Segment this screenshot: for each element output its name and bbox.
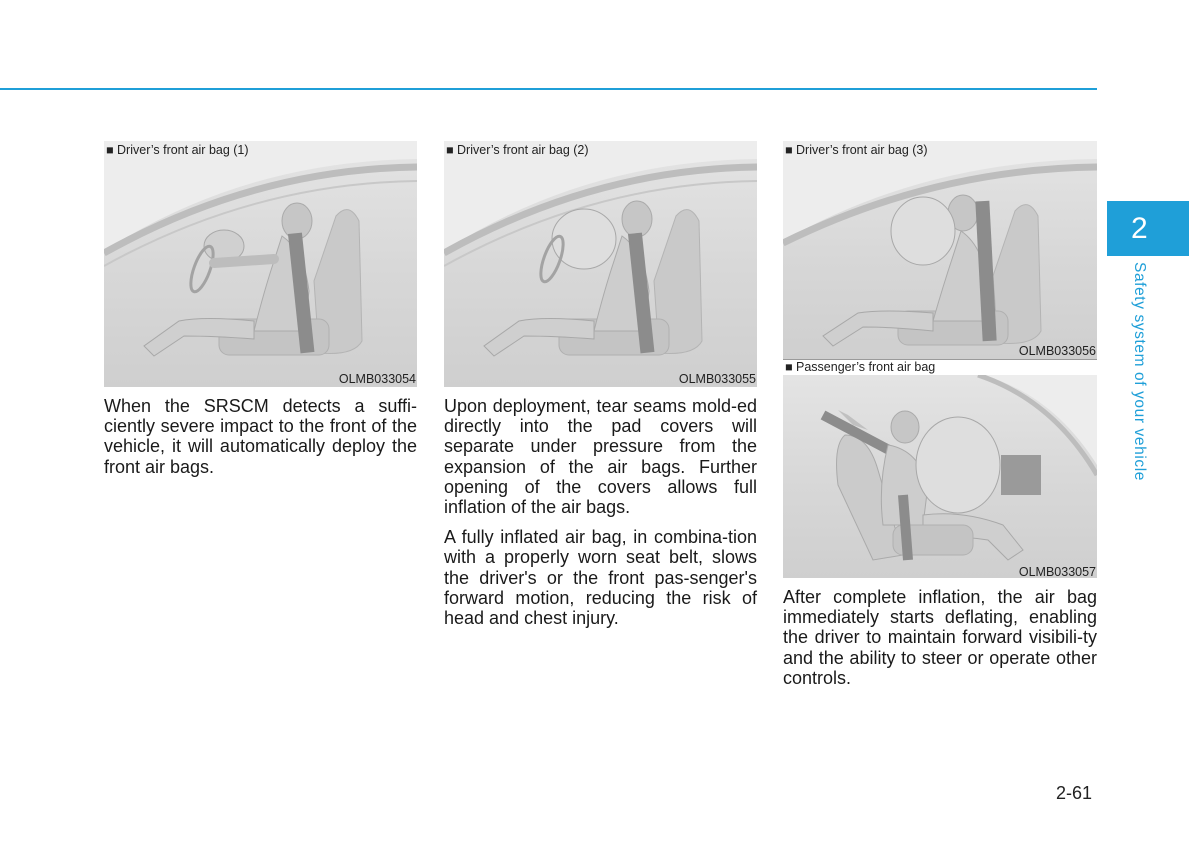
passenger-airbag-illustration <box>783 375 1097 578</box>
figure-code: OLMB033057 <box>1018 565 1096 579</box>
chapter-tab: 2 <box>1107 201 1189 256</box>
figure-driver-airbag-2 <box>444 141 757 387</box>
figure-caption: ■ Driver’s front air bag (1) <box>106 143 249 157</box>
header-rule <box>0 88 1097 90</box>
figure-caption: ■ Passenger’s front air bag <box>785 360 936 374</box>
figure-caption: ■ Driver’s front air bag (3) <box>785 143 928 157</box>
figure-driver-airbag-3 <box>783 141 1097 359</box>
chapter-title: Safety system of your vehicle <box>1131 262 1148 481</box>
driver-airbag-illustration-1 <box>104 141 417 387</box>
page-number: 2-61 <box>1056 783 1093 803</box>
paragraph: Upon deployment, tear seams mold-ed directly into the pad covers will separate under pressure from the expansion of the air bags. Further opening of the covers allows full inflation of the air bags. <box>444 396 757 518</box>
paragraph: A fully inflated air bag, in combina-tion with a properly worn seat belt, slows the driver's or the front pas-senger's forward motion, reducing the risk of head and chest injury. <box>444 527 757 629</box>
paragraph: When the SRSCM detects a suffi-ciently severe impact to the front of the vehicle, it will automatically deploy the front air bags. <box>104 396 417 477</box>
figure-code: OLMB033054 <box>338 372 416 386</box>
figure-code: OLMB033056 <box>1018 344 1096 358</box>
paragraph: After complete inflation, the air bag immediately starts deflating, enabling the driver to maintain forward visibili-ty and the ability to steer or operate other controls. <box>783 587 1097 688</box>
driver-airbag-illustration-2 <box>444 141 757 387</box>
text-column-3 <box>783 587 1097 698</box>
driver-airbag-illustration-3 <box>783 141 1097 359</box>
figure-passenger-airbag <box>783 375 1097 578</box>
figure-code: OLMB033055 <box>678 372 756 386</box>
figure-caption: ■ Driver’s front air bag (2) <box>446 143 589 157</box>
figure-driver-airbag-1 <box>104 141 417 387</box>
text-column-2 <box>444 396 757 638</box>
text-column-1 <box>104 396 417 487</box>
